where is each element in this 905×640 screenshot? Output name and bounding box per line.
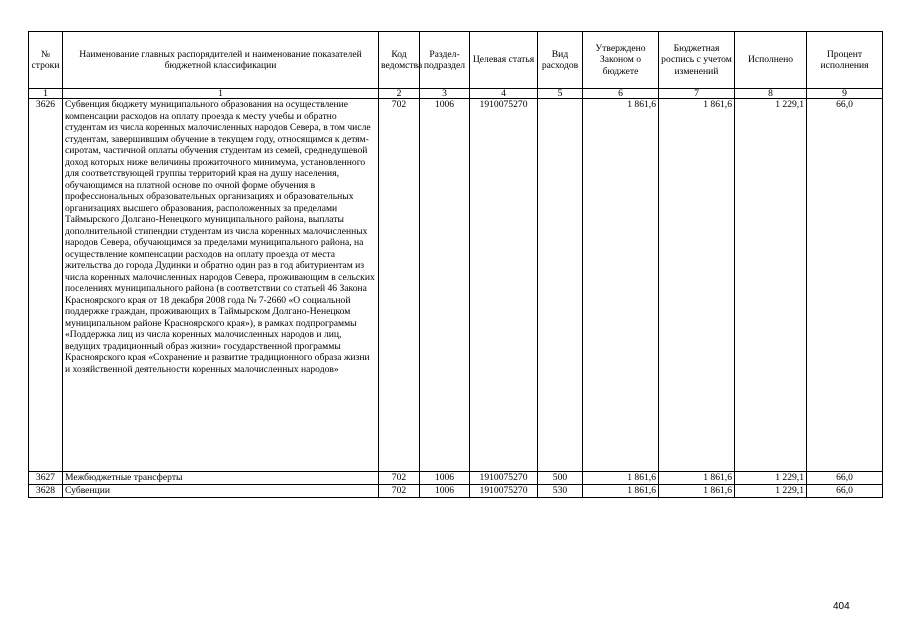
row-target-article: 1910075270	[470, 472, 538, 485]
row-percent: 66,0	[807, 99, 883, 472]
row-budget-list: 1 861,6	[659, 99, 735, 472]
row-expense-type: 530	[538, 485, 583, 498]
header-target-article: Целевая статья	[470, 32, 538, 89]
header-row-no: № строки	[29, 32, 63, 89]
row-dept-code: 702	[379, 485, 420, 498]
column-number: 1	[63, 89, 379, 99]
header-budget-list: Бюджетная роспись с учетом изменений	[659, 32, 735, 89]
header-row	[29, 32, 883, 89]
row-approved: 1 861,6	[583, 485, 659, 498]
row-executed: 1 229,1	[735, 472, 807, 485]
row-section: 1006	[420, 99, 470, 472]
column-number-row	[29, 89, 883, 99]
row-number: 3626	[29, 99, 63, 472]
column-number: 7	[659, 89, 735, 99]
header-executed: Исполнено	[735, 32, 807, 89]
column-number: 9	[807, 89, 883, 99]
column-number: 8	[735, 89, 807, 99]
row-name: Субвенции	[63, 485, 379, 498]
column-number: 2	[379, 89, 420, 99]
row-dept-code: 702	[379, 472, 420, 485]
header-approved: Утверждено Законом о бюджете	[583, 32, 659, 89]
row-target-article: 1910075270	[470, 99, 538, 472]
budget-execution-table	[28, 31, 883, 498]
column-number: 1	[29, 89, 63, 99]
page-number: 404	[833, 601, 850, 612]
row-section: 1006	[420, 485, 470, 498]
row-number: 3628	[29, 485, 63, 498]
column-number: 5	[538, 89, 583, 99]
column-number: 4	[470, 89, 538, 99]
row-percent: 66,0	[807, 485, 883, 498]
row-expense-type	[538, 99, 583, 472]
row-number: 3627	[29, 472, 63, 485]
header-section: Раздел-подраздел	[420, 32, 470, 89]
row-section: 1006	[420, 472, 470, 485]
table-row	[29, 472, 883, 485]
row-approved: 1 861,6	[583, 99, 659, 472]
row-budget-list: 1 861,6	[659, 472, 735, 485]
row-percent: 66,0	[807, 472, 883, 485]
row-name: Межбюджетные трансферты	[63, 472, 379, 485]
row-expense-type: 500	[538, 472, 583, 485]
row-dept-code: 702	[379, 99, 420, 472]
table-row	[29, 485, 883, 498]
header-expense-type: Вид расходов	[538, 32, 583, 89]
header-percent: Процент исполнения	[807, 32, 883, 89]
row-target-article: 1910075270	[470, 485, 538, 498]
row-executed: 1 229,1	[735, 485, 807, 498]
header-dept-code: Код ведомства	[379, 32, 420, 89]
row-approved: 1 861,6	[583, 472, 659, 485]
header-name: Наименование главных распорядителей и наименование показателей бюджетной классификации	[63, 32, 379, 89]
table-row	[29, 99, 883, 472]
column-number: 3	[420, 89, 470, 99]
row-budget-list: 1 861,6	[659, 485, 735, 498]
row-executed: 1 229,1	[735, 99, 807, 472]
row-name: Субвенция бюджету муниципального образования на осуществление компенсации расходов на оплату проезда к месту учебы и обратно студентам из числа коренных малочисленных народов Севера, в том числе студентам, завершившим обучение в текущем году, относящимся к детям-сиротам, частичной оплаты обучения студентам из семей, среднедушевой доход которых ниже величины прожиточного минимума, установленного для соответствующей группы территорий края на душу населения, обучающимся на платной основе по очной форме обучения в профессиональных образовательных организациях и образовательных организациях высшего образования, расположенных за пределами Таймырского Долгано-Ненецкого муниципального района, выплаты дополнительной стипендии студентам из числа коренных малочисленных народов Севера, обучающимся за пределами муниципального района, на осуществление компенсации расходов на оплату проезда от места жительства до города Дудинки и обратно один раз в год абитуриентам из числа коренных малочисленных народов Севера, проживающим в сельских поселениях муниципального района (в соответствии со статьей 46 Закона Красноярского края от 18 декабря 2008 года № 7-2660 «О социальной поддержке граждан, проживающих в Таймырском Долгано-Ненецком муниципальном районе Красноярского края»), в рамках подпрограммы «Поддержка лиц из числа коренных малочисленных народов и лиц, ведущих традиционный образ жизни» государственной программы Красноярского края «Сохранение и развитие традиционного образа жизни и хозяйственной деятельности коренных малочисленных народов»	[63, 99, 379, 472]
column-number: 6	[583, 89, 659, 99]
